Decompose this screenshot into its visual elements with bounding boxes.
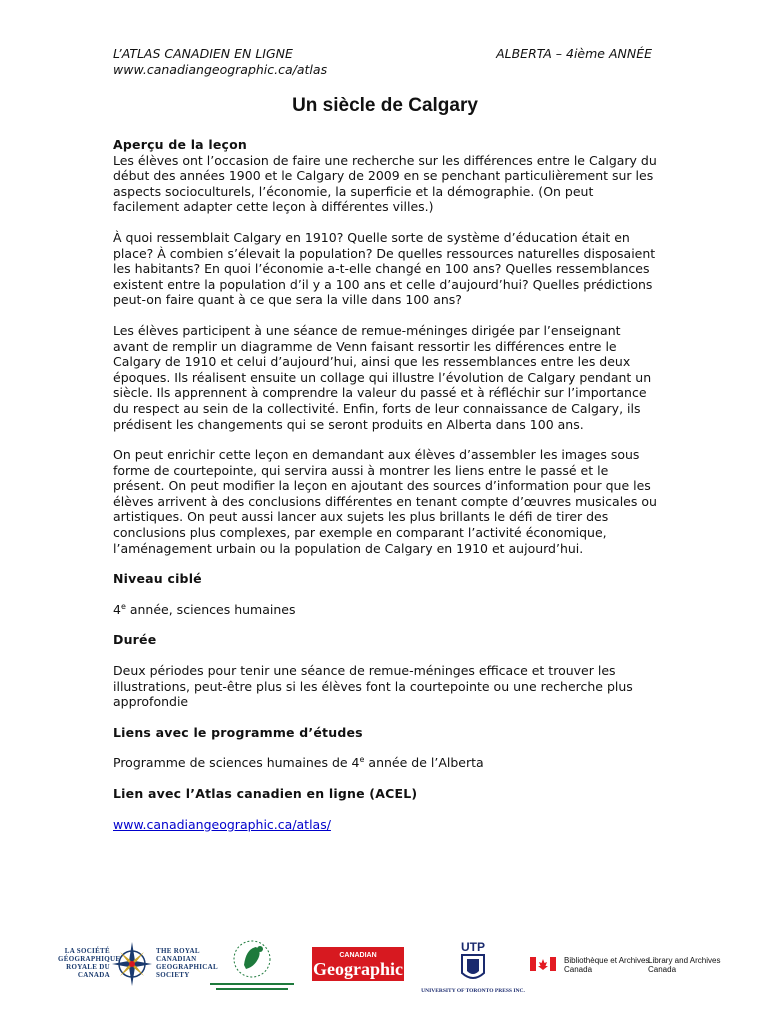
header-atlas-title: L’ATLAS CANADIEN EN LIGNE <box>113 46 293 61</box>
svg-text:UNIVERSITY OF TORONTO PRESS IN: UNIVERSITY OF TORONTO PRESS INC. <box>421 988 525 994</box>
niveau-heading: Niveau ciblé <box>113 571 202 587</box>
rcgs-english-name: THE ROYAL CANADIAN GEOGRAPHICAL SOCIETY <box>156 947 218 979</box>
svg-text:UTP: UTP <box>461 940 485 954</box>
apercu-paragraph-1: Les élèves ont l’occasion de faire une recherche sur les différences entre le Calgary du début des années 1900 et le Calgary de 2009 en se penchant particulièrement sur les aspects socioculturels, l’économie, la superficie et la démographie. (On peut facilement adapter cette leçon à différentes villes.) <box>113 152 657 215</box>
page-title: Un siècle de Calgary <box>292 95 478 116</box>
apercu-paragraph-4: On peut enrichir cette leçon en demandant aux élèves d’assembler les images sous forme de courtepointe, qui servira aussi à montrer les liens entre le passé et le présent. On peut modifier la leçon en ajoutant des sources d’information pour que les élèves arrivent à des conclusions différentes en tenant compte d’œuvres musicales ou artistiques. On peut aussi lancer aux sujets les plus brillants le défi de tirer des conclusions plus complexes, par exemple en comparant l’activité économique, l’aménagement urbain ou la population de Calgary en 1910 et aujourd’hui. <box>113 447 657 556</box>
atlas-link[interactable]: www.canadiangeographic.ca/atlas/ <box>113 816 331 832</box>
apercu-paragraph-2: À quoi ressemblait Calgary en 1910? Quelle sorte de système d’éducation était en place? À combien s’élevait la population? De quelles ressources naturelles disposaient les habitants? En quoi l’économie a-t-elle changé en 100 ans? Quelles ressemblances existent entre la population d’il y a 100 ans et celle d’aujourd’hui? Quelles prédictions peut-on faire quant à ce que sera la ville dans 100 ans? <box>113 229 656 308</box>
page-header <box>113 46 658 78</box>
education-emblem-logo <box>206 937 298 995</box>
apercu-paragraph-3: Les élèves participent à une séance de remue-méninges dirigée par l’enseignant avant de remplir un diagramme de Venn faisant ressortir les différences entre le Calgary de 1910 et celui d’aujourd’hui, ainsi que les ressemblances entre les deux époques. Ils réalisent ensuite un collage qui illustre l’évolution de Calgary pendant un siècle. Ils apprennent à comprendre la valeur du passé et à réfléchir sur l’importance du respect au sein de la collectivité. Enfin, forts de leur connaissance de Calgary, ils prédisent les changements qui se seront produits en Alberta dans 100 ans. <box>113 322 652 432</box>
lac-french-name: Bibliothèque et Archives Canada <box>564 956 650 974</box>
duree-text: Deux périodes pour tenir une séance de remue-méninges efficace et trouver les illustrations, peut-être plus si les élèves font la courtepointe ou une recherche plus approfondie <box>113 663 633 710</box>
header-atlas-url: www.canadiangeographic.ca/atlas <box>113 62 328 77</box>
rcgs-french-name: LA SOCIÉTÉ GÉOGRAPHIQUE ROYALE DU CANADA <box>58 947 121 979</box>
lesson-content <box>113 137 658 832</box>
svg-text:CANADIAN: CANADIAN <box>339 952 377 959</box>
canada-flag-icon <box>530 957 556 971</box>
svg-text:Geographic: Geographic <box>313 959 403 979</box>
niveau-text: 4e année, sciences humaines <box>113 601 296 617</box>
acel-heading: Lien avec l’Atlas canadien en ligne (ACEL) <box>113 786 418 801</box>
liens-heading: Liens avec le programme d’études <box>113 724 363 740</box>
apercu-heading: Aperçu de la leçon <box>113 137 248 152</box>
canadian-geographic-logo <box>312 947 404 981</box>
duree-heading: Durée <box>113 632 157 648</box>
lac-english-name: Library and Archives Canada <box>648 956 721 974</box>
compass-rose-icon <box>110 940 154 988</box>
liens-text: Programme de sciences humaines de 4e année de l’Alberta <box>113 755 484 771</box>
utp-logo <box>418 939 528 995</box>
header-grade: ALBERTA – 4ième ANNÉE <box>496 46 652 61</box>
sponsor-logos <box>0 935 770 995</box>
